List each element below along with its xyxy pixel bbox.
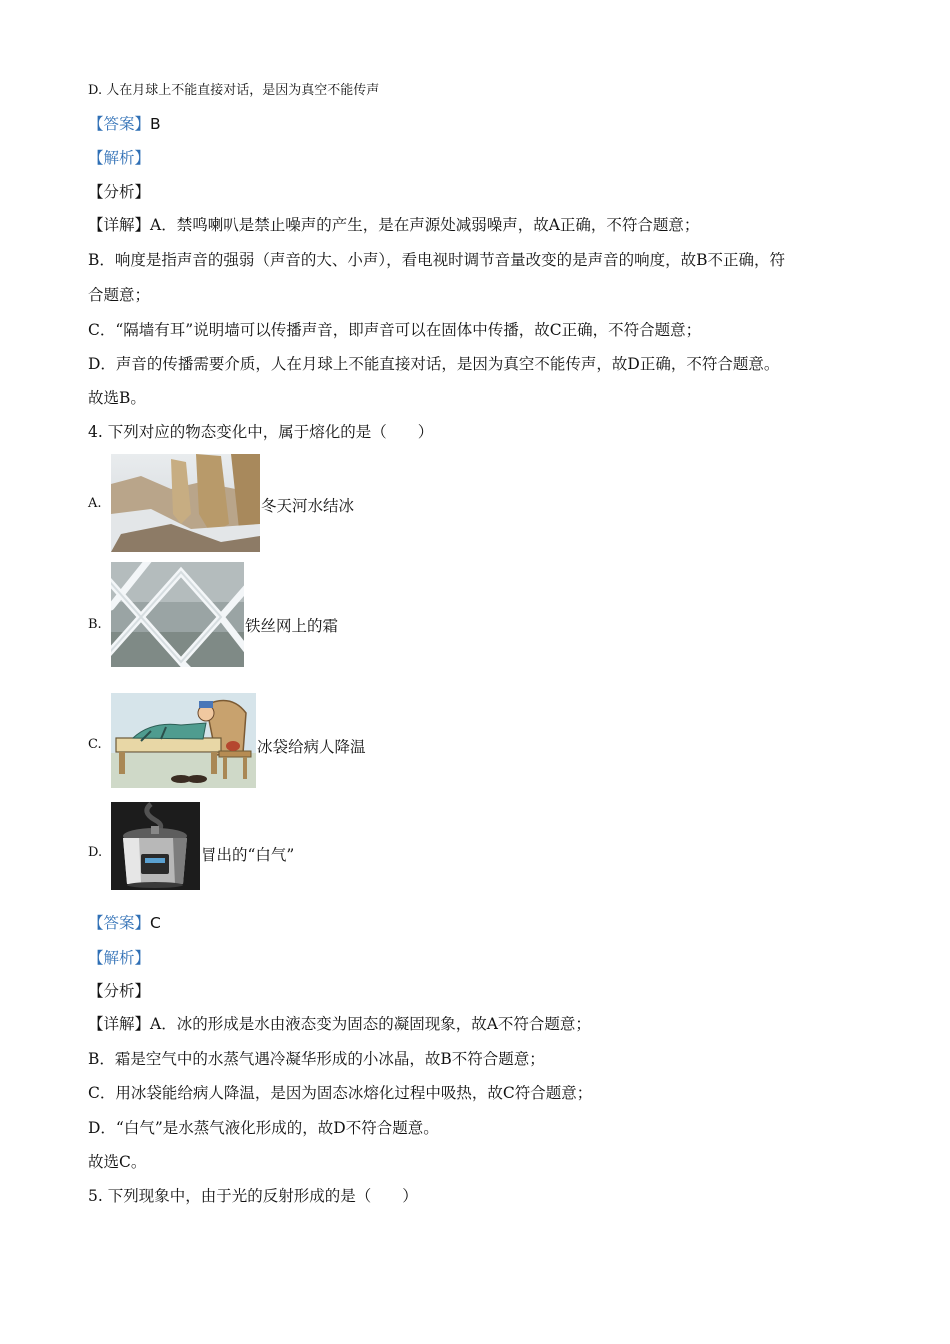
q4-conclusion: 故选C。: [88, 1153, 147, 1171]
detail-tag: 【详解】: [88, 216, 151, 234]
answer-tag: 【答案】: [88, 914, 151, 932]
q3-detail-d: D．声音的传播需要介质，人在月球上不能直接对话，是因为真空不能传声，故D正确，不符合题意。: [88, 355, 780, 373]
detail-text: A．禁鸣喇叭是禁止噪声的产生，是在声源处减弱噪声，故A正确，不符合题意；: [150, 216, 700, 234]
q4-analysis-tag: 【解析】: [88, 949, 151, 967]
answer-value: B: [150, 115, 161, 133]
q3-option-d: D. 人在月球上不能直接对话，是因为真空不能传声: [88, 83, 380, 98]
q3-detail-b2: 合题意；: [88, 286, 151, 304]
q4-option-d-caption: 冒出的“白气”: [201, 846, 295, 864]
q4-option-b-caption: 铁丝网上的霜: [245, 617, 339, 635]
q3-fenxi: 【分析】: [88, 183, 151, 201]
q4-detail-a: [88, 1014, 591, 1034]
q3-detail-b1: B．响度是指声音的强弱（声音的大、小声），看电视时调节音量改变的是声音的响度，故B不正确，符: [88, 251, 786, 269]
q3-analysis-tag: 【解析】: [88, 149, 151, 167]
q4-detail-d: D．“白气”是水蒸气液化形成的，故D不符合题意。: [88, 1119, 439, 1137]
q3-answer: [88, 114, 161, 134]
q4-stem: 4. 下列对应的物态变化中，属于熔化的是（ ）: [88, 423, 434, 441]
patient-icepack-illustration-icon: [111, 693, 256, 788]
detail-tag: 【详解】: [88, 1015, 151, 1033]
answer-tag: 【答案】: [88, 115, 151, 133]
q4-option-c-letter: C.: [88, 737, 102, 752]
q4-fenxi: 【分析】: [88, 982, 151, 1000]
q4-detail-c: C．用冰袋能给病人降温，是因为固态冰熔化过程中吸热，故C符合题意；: [88, 1084, 593, 1102]
q4-option-a-letter: A.: [88, 496, 102, 511]
q4-option-d-letter: D.: [88, 845, 103, 860]
pressure-cooker-photo-icon: [111, 802, 200, 890]
q5-stem: 5. 下列现象中，由于光的反射形成的是（ ）: [88, 1187, 418, 1205]
frost-wire-photo-icon: [111, 562, 244, 667]
detail-text: A．冰的形成是水由液态变为固态的凝固现象，故A不符合题意；: [150, 1015, 591, 1033]
q3-detail-c: C．“隔墙有耳”说明墙可以传播声音，即声音可以在固体中传播，故C正确，不符合题意；: [88, 321, 702, 339]
answer-value: C: [150, 914, 161, 932]
q4-option-b-letter: B.: [88, 617, 102, 632]
q3-detail-a: [88, 215, 699, 235]
q4-detail-b: B．霜是空气中的水蒸气遇冷凝华形成的小冰晶，故B不符合题意；: [88, 1050, 545, 1068]
q4-option-a-caption: 冬天河水结冰: [261, 497, 355, 515]
q4-answer: [88, 913, 161, 933]
q3-conclusion: 故选B。: [88, 389, 146, 407]
frozen-river-photo-icon: [111, 454, 260, 552]
q4-option-c-caption: 冰袋给病人降温: [257, 738, 366, 756]
